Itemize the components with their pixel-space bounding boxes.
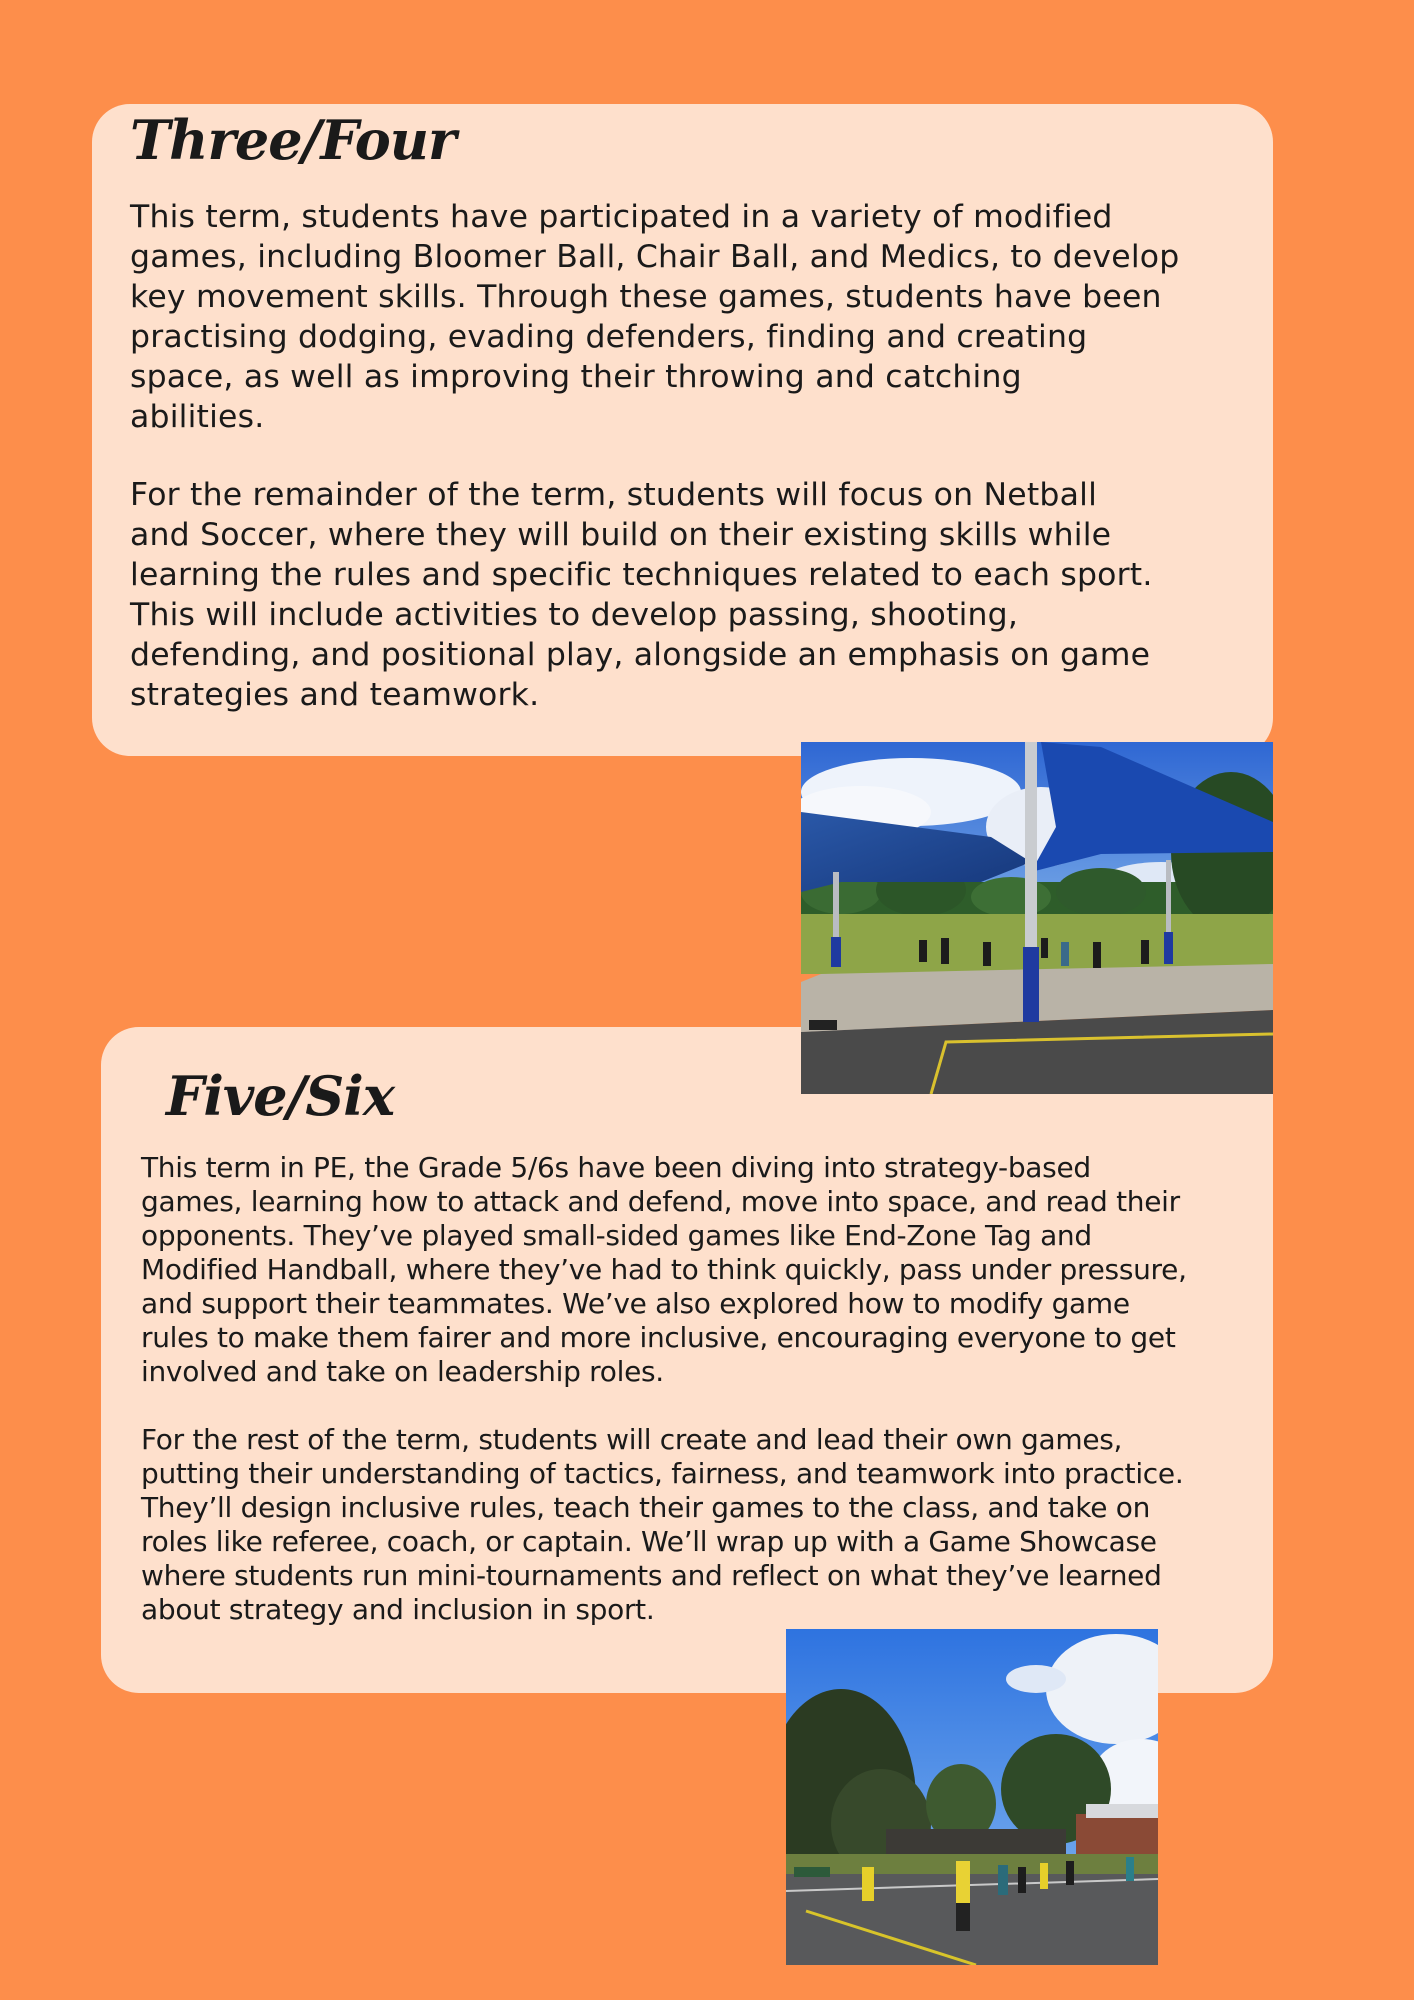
five-six-heading: Five/Six	[166, 1064, 395, 1128]
three-four-paragraph-1	[130, 197, 1179, 437]
text-line: where students run mini-tournaments and reflect on what they’ve learned	[141, 1559, 1162, 1592]
text-line: involved and take on leadership roles.	[141, 1355, 664, 1388]
text-line: games, learning how to attack and defend, move into space, and read their	[141, 1185, 1180, 1218]
five-six-paragraph-1	[141, 1151, 1187, 1389]
text-line: space, as well as improving their throwing and catching	[130, 359, 1022, 395]
three-four-heading: Three/Four	[130, 108, 456, 172]
text-line: and Soccer, where they will build on their existing skills while	[130, 517, 1112, 553]
text-line: defending, and positional play, alongside an emphasis on game	[130, 637, 1151, 673]
text-line: and support their teammates. We’ve also explored how to modify game	[141, 1287, 1130, 1320]
text-line: This term, students have participated in a variety of modified	[130, 199, 1113, 235]
text-line: learning the rules and specific techniques related to each sport.	[130, 557, 1153, 593]
five-six-paragraph-2	[141, 1423, 1183, 1627]
shade-sail-court-photo	[801, 742, 1273, 1094]
text-line: putting their understanding of tactics, fairness, and teamwork into practice.	[141, 1457, 1184, 1490]
text-line: about strategy and inclusion in sport.	[141, 1593, 655, 1626]
text-line: games, including Bloomer Ball, Chair Ball, and Medics, to develop	[130, 239, 1180, 275]
three-four-paragraph-2	[130, 475, 1153, 715]
text-line: abilities.	[130, 399, 265, 435]
text-line: For the remainder of the term, students will focus on Netball	[130, 477, 1098, 513]
text-line: rules to make them fairer and more inclusive, encouraging everyone to get	[141, 1321, 1176, 1354]
text-line: This will include activities to develop passing, shooting,	[130, 597, 1019, 633]
text-line: They’ll design inclusive rules, teach their games to the class, and take on	[141, 1491, 1151, 1524]
text-line: For the rest of the term, students will create and lead their own games,	[141, 1423, 1123, 1456]
text-line: key movement skills. Through these games, students have been	[130, 279, 1162, 315]
text-line: roles like referee, coach, or captain. We’ll wrap up with a Game Showcase	[141, 1525, 1157, 1558]
text-line: This term in PE, the Grade 5/6s have been diving into strategy-based	[141, 1151, 1091, 1184]
text-line: practising dodging, evading defenders, finding and creating	[130, 319, 1088, 355]
text-line: Modified Handball, where they’ve had to think quickly, pass under pressure,	[141, 1253, 1187, 1286]
students-court-photo	[786, 1629, 1158, 1965]
text-line: strategies and teamwork.	[130, 677, 540, 713]
text-line: opponents. They’ve played small-sided games like End-Zone Tag and	[141, 1219, 1092, 1252]
